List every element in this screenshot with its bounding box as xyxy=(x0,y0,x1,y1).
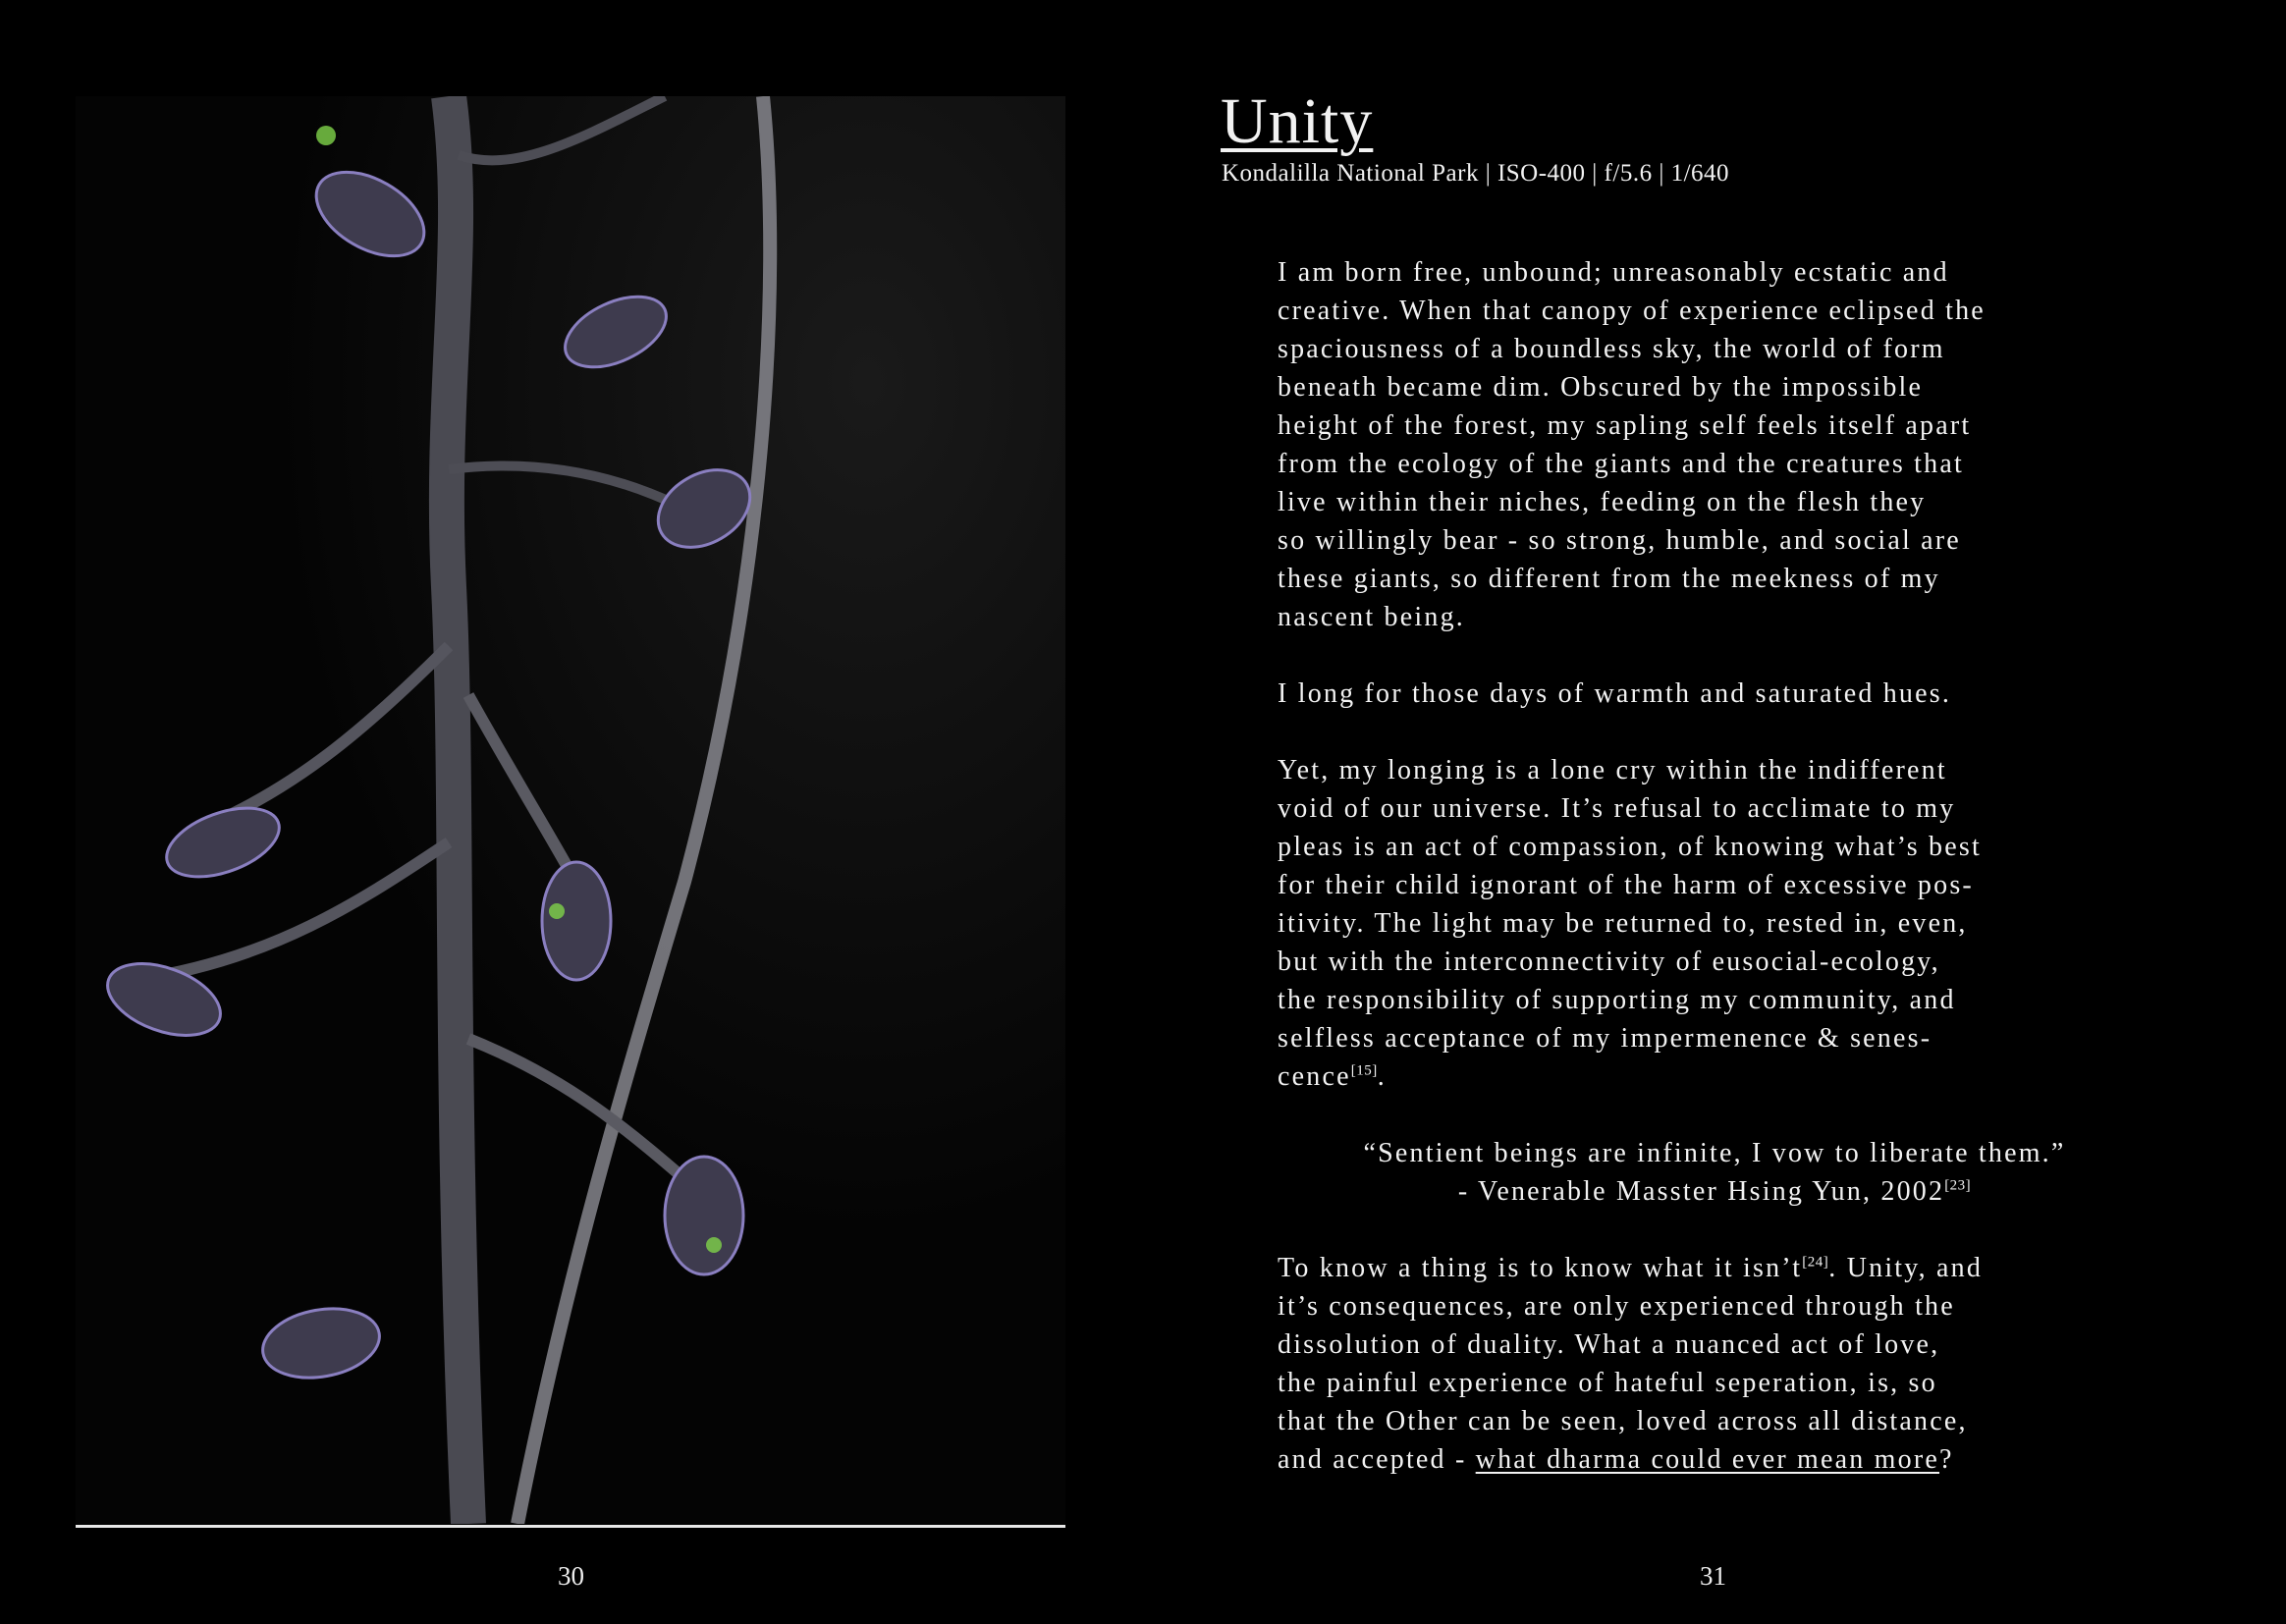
text-line xyxy=(1278,1364,2181,1402)
text-segment: creative. When that canopy of experience eclipsed the xyxy=(1278,296,1986,326)
text-segment: that the Other can be seen, loved across all distance, xyxy=(1278,1406,1968,1436)
paragraph xyxy=(1278,751,2181,1096)
text-segment: itivity. The light may be returned to, rested in, even, xyxy=(1278,908,1968,939)
text-line xyxy=(1278,866,2181,904)
text-segment: the painful experience of hateful seperation, is, so xyxy=(1278,1368,1937,1398)
text-segment: ? xyxy=(1939,1444,1954,1475)
text-line xyxy=(1278,943,2181,981)
text-line xyxy=(1278,789,2181,828)
text-line xyxy=(1278,1402,2181,1440)
text-line xyxy=(1278,445,2181,483)
text-segment: the responsibility of supporting my community, and xyxy=(1278,985,1956,1015)
text-line xyxy=(1278,1326,2181,1364)
text-segment: I am born free, unbound; unreasonably ecstatic and xyxy=(1278,257,1949,288)
text-line xyxy=(1278,1172,2151,1211)
text-line xyxy=(1278,292,2181,330)
text-segment: Yet, my longing is a lone cry within the indifferent xyxy=(1278,755,1947,785)
text-line xyxy=(1278,1057,2181,1096)
text-segment: live within their niches, feeding on the flesh they xyxy=(1278,487,1927,517)
citation-superscript: [24] xyxy=(1802,1254,1829,1271)
text-segment: . Unity, and xyxy=(1828,1253,1984,1283)
text-segment: nascent being. xyxy=(1278,602,1465,632)
text-segment: I long for those days of warmth and saturated hues. xyxy=(1278,678,1952,709)
paragraph xyxy=(1278,675,2181,713)
emphasized-phrase: what dharma could ever mean more xyxy=(1475,1444,1940,1475)
text-segment: pleas is an act of compassion, of knowing what’s best xyxy=(1278,832,1982,862)
text-segment: - Venerable Masster Hsing Yun, 2002 xyxy=(1457,1176,1945,1207)
paragraph-gap xyxy=(1278,713,2181,751)
text-line xyxy=(1278,1134,2151,1172)
page-title: Unity xyxy=(1221,85,1374,157)
paragraph-gap xyxy=(1278,1211,2181,1249)
text-line xyxy=(1278,981,2181,1019)
paragraph-gap xyxy=(1278,1096,2181,1134)
orchid-branch-image xyxy=(76,96,1065,1524)
text-segment: “Sentient beings are infinite, I vow to liberate them.” xyxy=(1363,1138,2066,1168)
text-line xyxy=(1278,904,2181,943)
text-line xyxy=(1278,253,2181,292)
text-segment: and accepted - xyxy=(1278,1444,1476,1475)
text-segment: . xyxy=(1377,1061,1387,1092)
text-line xyxy=(1278,368,2181,406)
paragraph xyxy=(1278,1249,2181,1479)
text-line xyxy=(1278,483,2181,521)
text-line xyxy=(1278,1019,2181,1057)
text-segment: void of our universe. It’s refusal to acclimate to my xyxy=(1278,793,1956,824)
text-segment: To know a thing is to know what it isn’t xyxy=(1278,1253,1803,1283)
citation-superscript: [15] xyxy=(1350,1062,1378,1079)
text-line xyxy=(1278,1440,2181,1479)
body-text xyxy=(1278,253,2181,1479)
page-number-right: 31 xyxy=(1700,1561,1726,1591)
text-segment: but with the interconnectivity of eusocial-ecology, xyxy=(1278,947,1940,977)
text-line xyxy=(1278,751,2181,789)
text-line xyxy=(1278,675,2181,713)
paragraph xyxy=(1278,253,2181,636)
photo-caption: Kondalilla National Park | ISO-400 | f/5.6 | 1/640 xyxy=(1222,160,1730,187)
photo-rule xyxy=(76,1525,1065,1528)
citation-superscript: [23] xyxy=(1944,1177,1972,1194)
text-line xyxy=(1278,406,2181,445)
paragraph-gap xyxy=(1278,636,2181,675)
text-segment: dissolution of duality. What a nuanced act of love, xyxy=(1278,1329,1940,1360)
text-segment: spaciousness of a boundless sky, the world of form xyxy=(1278,334,1945,364)
quote-block xyxy=(1278,1134,2151,1211)
text-line xyxy=(1278,330,2181,368)
text-segment: so willingly bear - so strong, humble, and social are xyxy=(1278,525,1961,556)
text-segment: beneath became dim. Obscured by the impossible xyxy=(1278,372,1924,403)
page-number-left: 30 xyxy=(558,1561,584,1591)
text-segment: these giants, so different from the meekness of my xyxy=(1278,564,1940,594)
text-segment: height of the forest, my sapling self feels itself apart xyxy=(1278,410,1972,441)
text-segment: for their child ignorant of the harm of excessive pos- xyxy=(1278,870,1974,900)
text-segment: selfless acceptance of my impermenence & senes- xyxy=(1278,1023,1932,1054)
text-segment: it’s consequences, are only experienced through the xyxy=(1278,1291,1955,1322)
text-line xyxy=(1278,521,2181,560)
text-segment: from the ecology of the giants and the creatures that xyxy=(1278,449,1964,479)
text-line xyxy=(1278,828,2181,866)
text-segment: cence xyxy=(1278,1061,1351,1092)
orchid-photo xyxy=(76,96,1065,1524)
text-line xyxy=(1278,598,2181,636)
text-line xyxy=(1278,1287,2181,1326)
text-line xyxy=(1278,1249,2181,1287)
text-line xyxy=(1278,560,2181,598)
